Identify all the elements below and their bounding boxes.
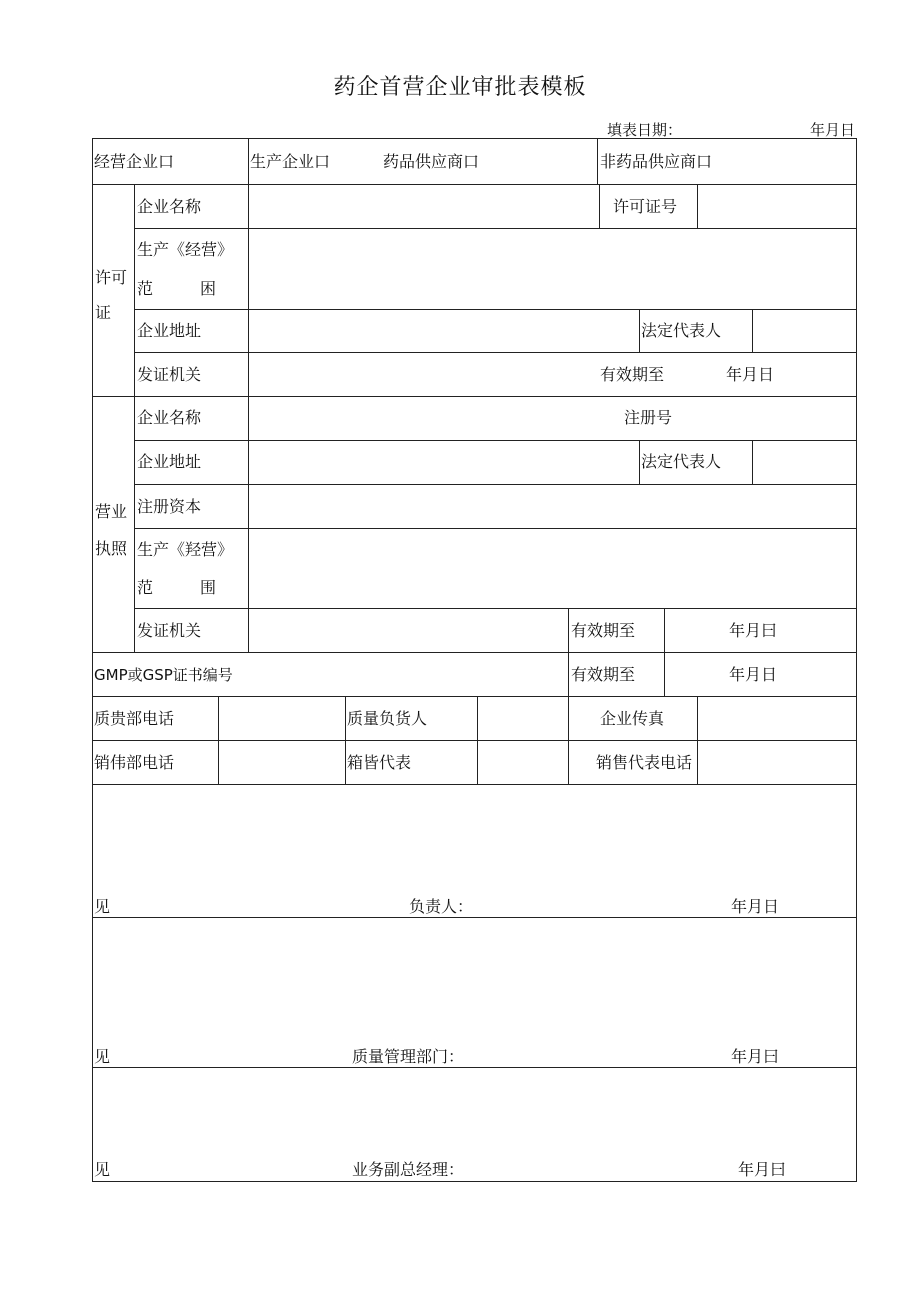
- business-reg-capital-label: 注册资本: [137, 497, 202, 516]
- checkbox-drug-supplier[interactable]: 药品供应商口: [383, 152, 480, 171]
- opinion-2-date[interactable]: 年月曰: [731, 1047, 780, 1066]
- license-address-label: 企业地址: [137, 321, 202, 340]
- business-scope-label: 生产《羟营》: [137, 540, 234, 559]
- gmp-valid-date[interactable]: 年月日: [729, 665, 778, 684]
- opinion-2-label: 见: [94, 1047, 111, 1066]
- license-valid-until-label: 有效期至: [600, 365, 665, 384]
- opinion-3-role: 业务副总经理：: [352, 1160, 465, 1179]
- gmp-valid-until-label: 有效期至: [571, 665, 636, 684]
- quality-manager-label: 质量负货人: [347, 709, 428, 728]
- business-valid-date[interactable]: 年月曰: [729, 621, 778, 640]
- license-section-label-2: 证: [95, 303, 112, 322]
- fill-date-label: 填表日期：: [607, 121, 683, 139]
- business-valid-until-label: 有效期至: [571, 621, 636, 640]
- business-legal-rep-label: 法定代表人: [641, 452, 722, 471]
- license-company-name-label: 企业名称: [137, 197, 202, 216]
- sales-rep-phone-label: 销售代表电话: [596, 753, 693, 772]
- gmp-gsp-cert-label: GMP或GSP证书编号: [94, 666, 233, 684]
- opinion-3-label: 见: [94, 1160, 111, 1179]
- license-legal-rep-label: 法定代表人: [641, 321, 722, 340]
- business-address-label: 企业地址: [137, 452, 202, 471]
- checkbox-non-drug-supplier[interactable]: 非药品供应商口: [600, 152, 713, 171]
- license-number-label: 许可证号: [613, 197, 678, 216]
- opinion-1-role: 负责人：: [409, 897, 474, 916]
- sales-dept-phone-label: 销伟部电话: [94, 753, 175, 772]
- company-fax-label: 企业传真: [600, 709, 665, 728]
- opinion-3-date[interactable]: 年月曰: [738, 1160, 787, 1179]
- page-title: 药企首营企业审批表模板: [333, 75, 587, 100]
- license-scope-fan: 范: [137, 279, 154, 298]
- opinion-1-date[interactable]: 年月日: [731, 897, 780, 916]
- business-section-label-2: 执照: [95, 539, 128, 558]
- opinion-1-label: 见: [94, 897, 111, 916]
- business-issuer-label: 发证机关: [137, 621, 202, 640]
- fill-date-value[interactable]: 年月日: [810, 121, 856, 139]
- checkbox-operating-enterprise[interactable]: 经营企业口: [94, 152, 175, 171]
- license-issuer-label: 发证机关: [137, 365, 202, 384]
- license-scope-kun: 困: [200, 279, 217, 298]
- business-scope-wei: 围: [200, 578, 217, 597]
- business-company-name-label: 企业名称: [137, 408, 202, 427]
- checkbox-production-enterprise[interactable]: 生产企业口: [250, 152, 331, 171]
- sales-rep-label: 箱皆代表: [347, 753, 412, 772]
- license-section-label: 许可: [95, 268, 128, 287]
- license-scope-label: 生产《经营》: [137, 240, 234, 259]
- business-scope-fan: 范: [137, 578, 154, 597]
- license-valid-date[interactable]: 年月日: [726, 365, 775, 384]
- quality-dept-phone-label: 质贵部电话: [94, 709, 175, 728]
- business-section-label: 营业: [95, 502, 128, 521]
- business-reg-no-label: 注册号: [624, 408, 673, 427]
- opinion-2-role: 质量管理部门：: [352, 1047, 465, 1066]
